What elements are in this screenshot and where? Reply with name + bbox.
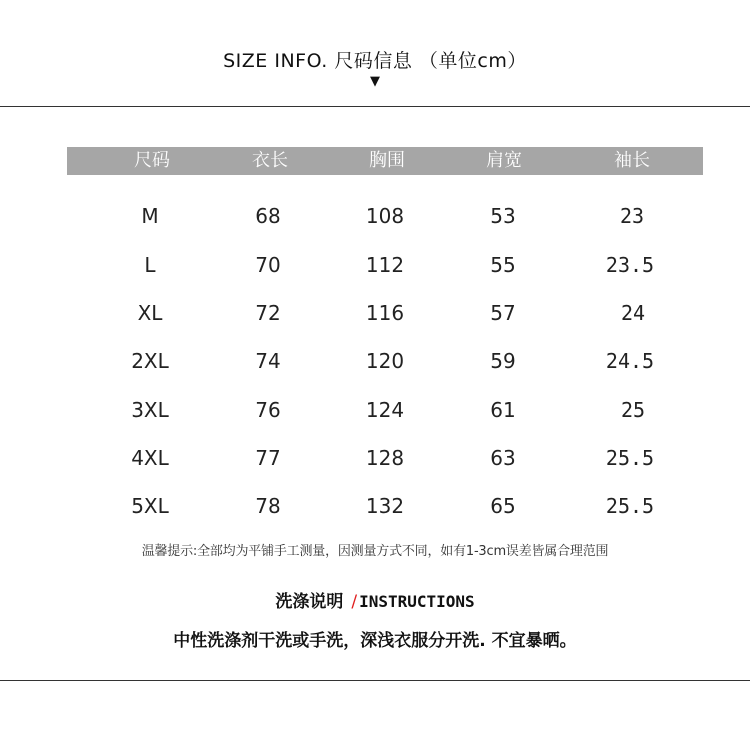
length-cell: 76 (255, 398, 281, 422)
table-row (0, 443, 750, 473)
sleeve-cell: 23 (619, 204, 645, 228)
length-cell: 74 (255, 349, 281, 373)
chest-cell: 124 (365, 398, 405, 422)
instructions-heading (0, 587, 750, 612)
length-cell: 70 (255, 253, 281, 277)
sleeve-cell: 24 (620, 301, 646, 325)
care-instructions: 中性洗涤剂干洗或手洗，深浅衣服分开洗. 不宜暴晒。 (173, 631, 577, 651)
shoulder-cell: 55 (490, 253, 516, 277)
shoulder-cell: 63 (490, 446, 516, 470)
instructions-slash: / (351, 592, 358, 612)
size-cell: XL (137, 301, 163, 325)
length-cell: 68 (255, 204, 281, 228)
header-chest: 胸围 (369, 150, 405, 171)
shoulder-cell: 59 (490, 349, 516, 373)
size-cell: 4XL (131, 446, 169, 470)
table-row (0, 298, 750, 328)
chest-cell: 116 (365, 301, 405, 325)
chest-cell: 112 (365, 253, 405, 277)
down-arrow-icon: ▼ (370, 74, 380, 89)
size-cell: 5XL (131, 494, 169, 518)
size-cell: M (141, 204, 159, 228)
instructions-title-en: INSTRUCTIONS (359, 592, 475, 611)
table-row (0, 346, 750, 376)
chest-cell: 108 (365, 204, 405, 228)
shoulder-cell: 61 (490, 398, 516, 422)
header-shoulder: 肩宽 (486, 150, 522, 171)
chest-cell: 120 (365, 349, 405, 373)
shoulder-cell: 53 (490, 204, 516, 228)
header-length: 衣长 (252, 150, 288, 171)
table-row (0, 250, 750, 280)
size-cell: 3XL (131, 398, 169, 422)
table-row (0, 395, 750, 425)
chest-cell: 128 (365, 446, 405, 470)
instructions-title-cn: 洗涤说明 (275, 592, 344, 612)
shoulder-cell: 65 (490, 494, 516, 518)
table-row (0, 201, 750, 231)
length-cell: 72 (255, 301, 281, 325)
measurement-note: 温馨提示:全部均为平铺手工测量，因测量方式不同，如有1-3cm误差皆属合理范围 (141, 544, 609, 559)
sleeve-cell: 25.5 (605, 494, 655, 518)
length-cell: 77 (255, 446, 281, 470)
sleeve-cell: 25 (620, 398, 646, 422)
top-divider (0, 106, 750, 107)
length-cell: 78 (255, 494, 281, 518)
sleeve-cell: 23.5 (605, 253, 655, 277)
bottom-divider (0, 680, 750, 681)
size-table-header (67, 147, 703, 175)
sleeve-cell: 24.5 (605, 349, 655, 373)
shoulder-cell: 57 (490, 301, 516, 325)
header-size: 尺码 (134, 150, 170, 171)
header-sleeve: 袖长 (614, 150, 650, 171)
size-cell: 2XL (131, 349, 169, 373)
table-row (0, 491, 750, 521)
page-title: SIZE INFO. 尺码信息 （单位cm） (223, 50, 527, 72)
chest-cell: 132 (365, 494, 405, 518)
size-cell: L (144, 253, 156, 277)
sleeve-cell: 25.5 (605, 446, 655, 470)
